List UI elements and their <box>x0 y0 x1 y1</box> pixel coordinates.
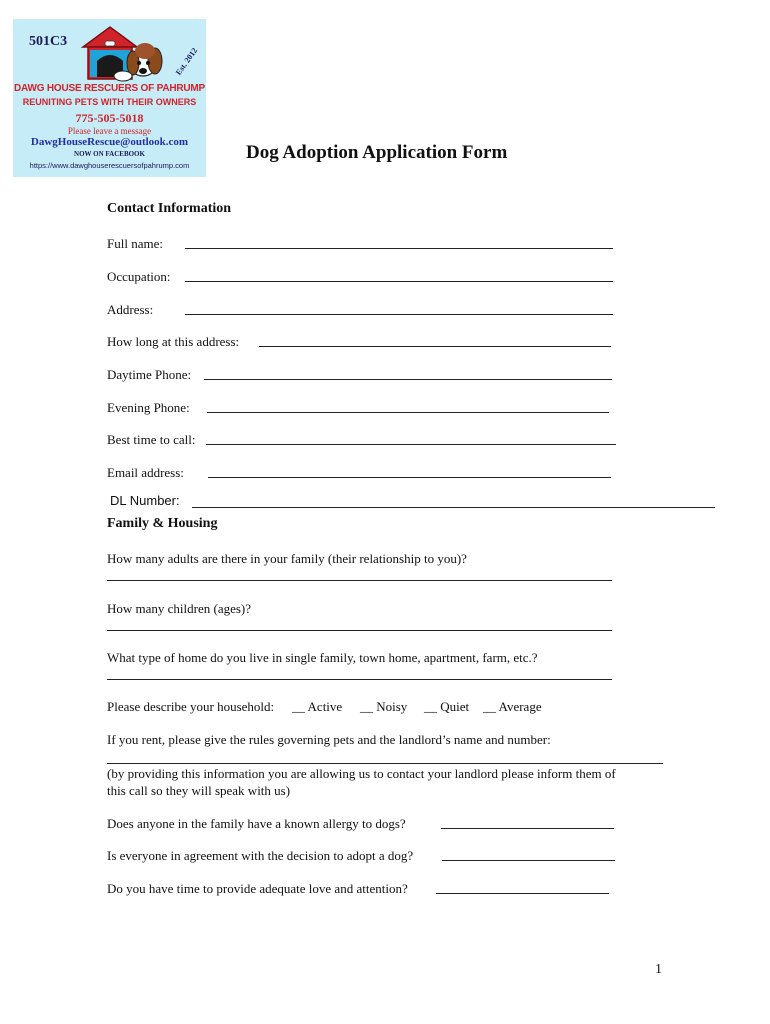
rent-note-line-1: (by providing this information you are allowing us to contact your landlord please inform them of <box>107 766 616 781</box>
logo-facebook: NOW ON FACEBOOK <box>74 150 145 158</box>
adults-question: How many adults are there in your family (their relationship to you)? <box>107 551 467 566</box>
rent-note-line-2: this call so they will speak with us) <box>107 783 291 798</box>
page-number: 1 <box>655 962 662 977</box>
address-field[interactable] <box>185 314 613 315</box>
logo-badge: 501C3 <box>29 34 68 49</box>
rent-field[interactable] <box>107 763 663 764</box>
time-field[interactable] <box>436 893 609 894</box>
best-time-label: Best time to call: <box>107 432 196 447</box>
logo-tagline: REUNITING PETS WITH THEIR OWNERS <box>22 97 197 107</box>
agreement-field[interactable] <box>442 860 615 861</box>
daytime-phone-label: Daytime Phone: <box>107 367 192 382</box>
logo-established: Est. 2012 <box>173 46 200 77</box>
household-option-average[interactable]: __ Average <box>483 699 542 714</box>
how-long-label: How long at this address: <box>107 334 240 349</box>
logo-email: DawgHouseRescue@outlook.com <box>30 136 189 148</box>
time-question: Do you have time to provide adequate love and attention? <box>107 881 408 896</box>
logo-org-name: DAWG HOUSE RESCUERS OF PAHRUMP <box>13 83 206 94</box>
full-name-field[interactable] <box>185 248 613 249</box>
children-question: How many children (ages)? <box>107 601 252 616</box>
daytime-phone-field[interactable] <box>204 379 612 380</box>
dl-number-field[interactable] <box>192 507 715 508</box>
logo-leave-message: Please leave a message <box>67 126 152 136</box>
email-field[interactable] <box>208 477 611 478</box>
home-type-field[interactable] <box>107 679 612 680</box>
dog-house-icon <box>75 21 185 85</box>
evening-phone-label: Evening Phone: <box>107 400 190 415</box>
address-label: Address: <box>107 302 154 317</box>
family-heading: Family & Housing <box>107 516 218 531</box>
logo-website: https://www.dawghouserescuersofpahrump.com <box>29 161 190 170</box>
how-long-field[interactable] <box>259 346 611 347</box>
allergy-field[interactable] <box>441 828 614 829</box>
home-type-question: What type of home do you live in single family, town home, apartment, farm, etc.? <box>107 650 538 665</box>
rent-question: If you rent, please give the rules governing pets and the landlord’s name and number: <box>107 732 551 747</box>
email-label: Email address: <box>107 465 184 480</box>
adults-field[interactable] <box>107 580 612 581</box>
occupation-label: Occupation: <box>107 269 171 284</box>
full-name-label: Full name: <box>107 236 163 251</box>
children-field[interactable] <box>107 630 612 631</box>
rescue-logo <box>13 19 206 177</box>
household-option-quiet[interactable]: __ Quiet <box>424 699 470 714</box>
evening-phone-field[interactable] <box>207 412 609 413</box>
agreement-question: Is everyone in agreement with the decision to adopt a dog? <box>107 848 414 863</box>
household-option-active[interactable]: __ Active <box>292 699 343 714</box>
best-time-field[interactable] <box>206 444 616 445</box>
allergy-question: Does anyone in the family have a known allergy to dogs? <box>107 816 406 831</box>
contact-heading: Contact Information <box>107 201 232 216</box>
household-question: Please describe your household: <box>107 699 275 714</box>
occupation-field[interactable] <box>185 281 613 282</box>
logo-phone: 775-505-5018 <box>75 111 144 125</box>
form-title: Dog Adoption Application Form <box>246 142 508 163</box>
household-option-noisy[interactable]: __ Noisy <box>360 699 408 714</box>
dl-number-label: DL Number: <box>110 493 180 508</box>
